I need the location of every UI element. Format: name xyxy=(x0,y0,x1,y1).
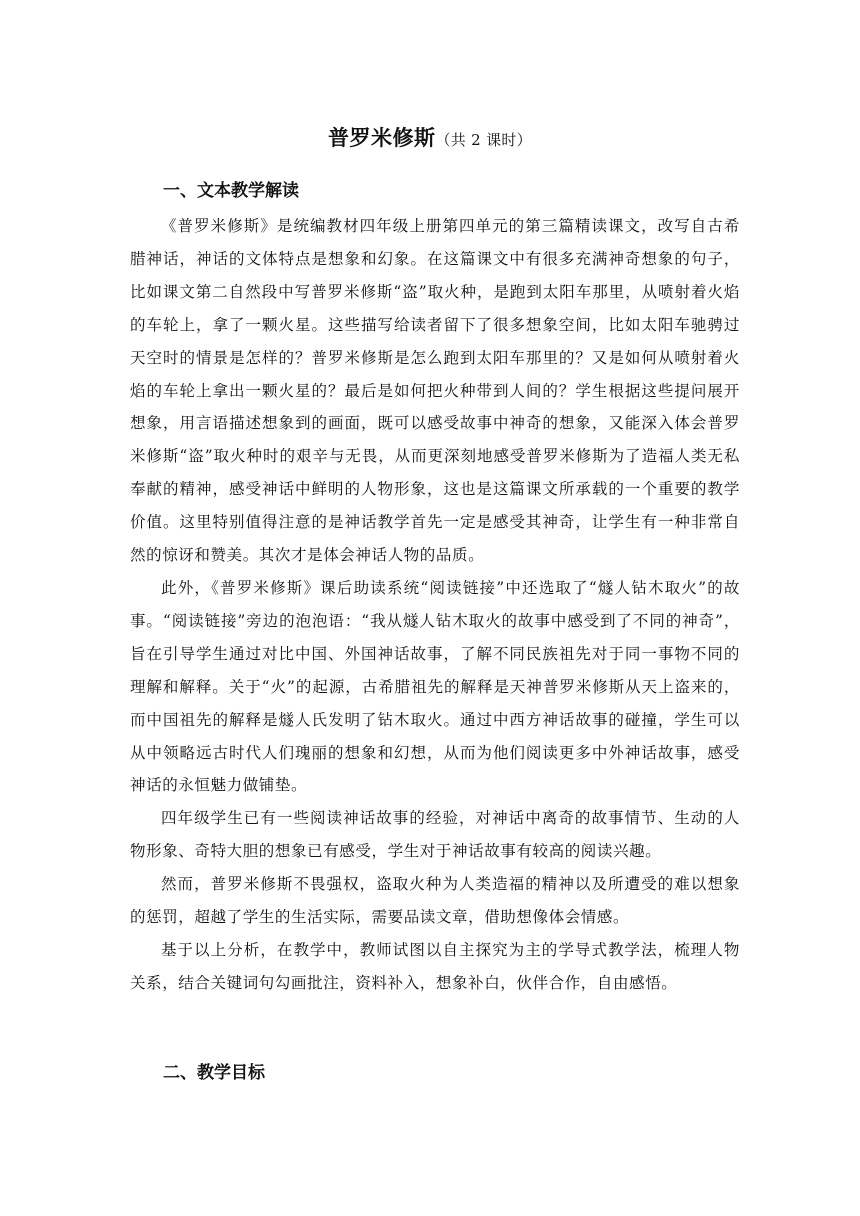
title-text: 普罗米修斯 xyxy=(328,126,436,150)
paragraph-2: 此外，《普罗米修斯》课后助读系统“阅读链接”中还选取了“燧人钻木取火”的故事。“阅读链接”旁边的泡泡语：“我从燧人钻木取火的故事中感受到了不同的神奇”，旨在引导学生通过对比中国、外国神话故事，了解不同民族祖先对于同一事物不同的理解和解释。关于“火”的起源，古希腊祖先的解释是天神普罗米修斯从天上盗来的，而中国祖先的解释是燧人氏发明了钻木取火。通过中西方神话故事的碰撞，学生可以从中领略远古时代人们瑰丽的想象和幻想，从而为他们阅读更多中外神话故事，感受神话的永恒魅力做铺垫。 xyxy=(130,578,740,795)
section-heading-1: 一、文本教学解读 xyxy=(163,181,299,201)
paragraph-4: 然而，普罗米修斯不畏强权，盗取火种为人类造福的精神以及所遭受的难以想象的惩罚，超越了学生的生活实际，需要品读文章，借助想像体会情感。 xyxy=(130,875,740,927)
title-note: （共 2 课时） xyxy=(435,131,532,149)
paragraph-3: 四年级学生已有一些阅读神话故事的经验，对神话中离奇的故事情节、生动的人物形象、奇特大胆的想象已有感受，学生对于神话故事有较高的阅读兴趣。 xyxy=(130,809,740,861)
paragraph-1: 《普罗米修斯》是统编教材四年级上册第四单元的第三篇精读课文，改写自古希腊神话，神话的文体特点是想象和幻象。在这篇课文中有很多充满神奇想象的句子，比如课文第二自然段中写普罗米修斯“盗”取火种，是跑到太阳车那里，从喷射着火焰的车轮上，拿了一颗火星。这些描写给读者留下了很多想象空间，比如太阳车驰骋过天空时的情景是怎样的？普罗米修斯是怎么跑到太阳车那里的？又是如何从喷射着火焰的车轮上拿出一颗火星的？最后是如何把火种带到人间的？学生根据这些提问展开想象，用言语描述想象到的画面，既可以感受故事中神奇的想象，又能深入体会普罗米修斯“盗”取火种时的艰辛与无畏，从而更深刻地感受普罗米修斯为了造福人类无私奉献的精神，感受神话中鲜明的人物形象，这也是这篇课文所承载的一个重要的教学价值。这里特别值得注意的是神话教学首先一定是感受其神奇，让学生有一种非常自然的惊讶和赞美。其次才是体会神话人物的品质。 xyxy=(130,217,740,565)
paragraph-5: 基于以上分析，在教学中，教师试图以自主探究为主的学导式教学法，梳理人物关系，结合关键词句勾画批注，资料补入，想象补白，伙伴合作，自由感悟。 xyxy=(130,940,740,992)
document-title xyxy=(0,122,860,152)
body-text xyxy=(130,210,740,1000)
section-heading-2: 二、教学目标 xyxy=(163,1063,265,1083)
